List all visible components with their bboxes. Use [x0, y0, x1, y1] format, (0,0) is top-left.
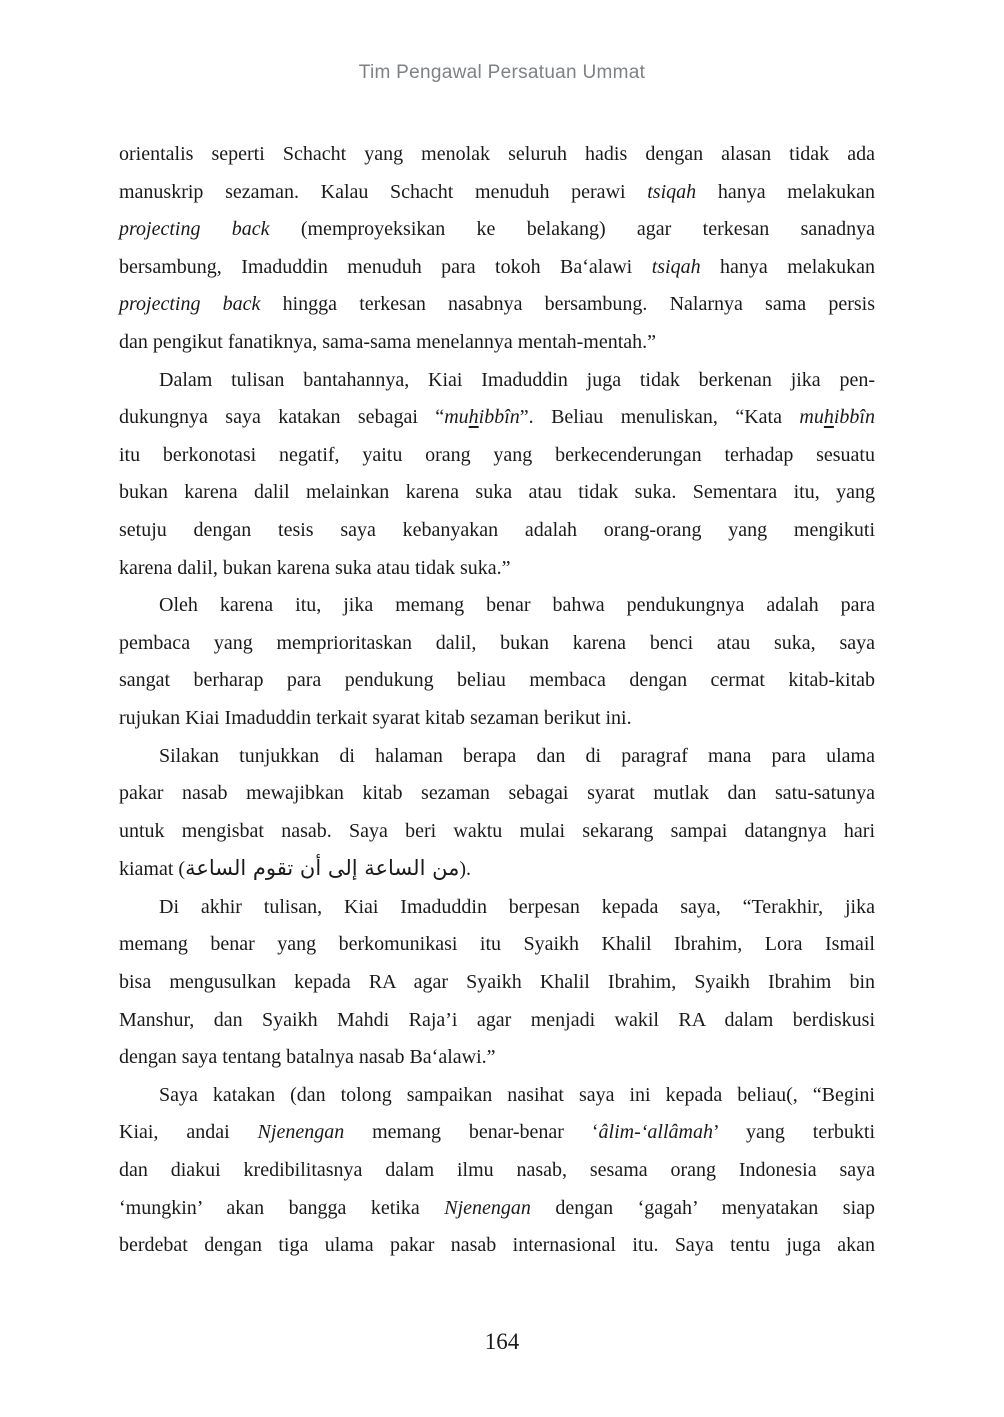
text-line: dengan saya tentang batalnya nasab Ba‘alawi.” [119, 1046, 496, 1069]
text-line: kiamat (من الساعة إلى أن تقوم الساعة). [119, 856, 471, 881]
text-line: projecting back (memproyeksikan ke belakang) agar terkesan sanadnya [119, 218, 875, 241]
text-line: Di akhir tulisan, Kiai Imaduddin berpesan kepada saya, “Terakhir, jika [159, 895, 875, 918]
text-line: projecting back hingga terkesan nasabnya bersambung. Nalarnya sama persis [119, 293, 875, 316]
paragraph [119, 1077, 875, 1265]
text-line: orientalis seperti Schacht yang menolak seluruh hadis dengan alasan tidak ada [119, 143, 875, 165]
text-line: bukan karena dalil melainkan karena suka atau tidak suka. Sementara itu, yang [119, 481, 875, 504]
text-line: dukungnya saya katakan sebagai “muhibbîn”. Beliau menuliskan, “Kata muhibbîn [119, 406, 875, 429]
paragraph [119, 136, 875, 362]
text-line: Kiai, andai Njenengan memang benar-benar ‘âlim-‘allâmah’ yang terbukti [119, 1121, 876, 1144]
text-line: Saya katakan (dan tolong sampaikan nasihat saya ini kepada beliau(, “Begini [159, 1083, 875, 1106]
body-text [119, 136, 875, 1265]
text-line: ‘mungkin’ akan bangga ketika Njenengan dengan ‘gagah’ menyatakan siap [119, 1196, 876, 1219]
paragraph [119, 889, 875, 1077]
text-line: dan pengikut fanatiknya, sama-sama menelannya mentah-mentah.” [119, 330, 657, 353]
text-line: berdebat dengan tiga ulama pakar nasab internasional itu. Saya tentu juga akan [119, 1234, 875, 1257]
text-line: sangat berharap para pendukung beliau membaca dengan cermat kitab-kitab [119, 669, 875, 692]
text-line: Oleh karena itu, jika memang benar bahwa pendukungnya adalah para [159, 594, 875, 617]
arabic-phrase: من الساعة إلى أن تقوم الساعة [185, 856, 460, 881]
text-line: pakar nasab mewajibkan kitab sezaman sebagai syarat mutlak dan satu-satunya [119, 782, 875, 805]
text-line: bisa mengusulkan kepada RA agar Syaikh Khalil Ibrahim, Syaikh Ibrahim bin [119, 971, 875, 994]
page-number: 164 [484, 1329, 520, 1354]
text-line: untuk mengisbat nasab. Saya beri waktu mulai sekarang sampai datangnya hari [119, 819, 875, 842]
text-line: bersambung, Imaduddin menuduh para tokoh Ba‘alawi tsiqah hanya melakukan [119, 255, 876, 278]
text-line: dan diakui kredibilitasnya dalam ilmu nasab, sesama orang Indonesia saya [119, 1159, 875, 1182]
text-line: rujukan Kiai Imaduddin terkait syarat kitab sezaman berikut ini. [119, 706, 632, 729]
text-line: memang benar yang berkomunikasi itu Syaikh Khalil Ibrahim, Lora Ismail [119, 933, 875, 956]
running-header: Tim Pengawal Persatuan Ummat [358, 62, 646, 83]
text-line: itu berkonotasi negatif, yaitu orang yang berkecenderungan terhadap sesuatu [119, 443, 875, 466]
text-line: karena dalil, bukan karena suka atau tidak suka.” [119, 556, 511, 579]
text-line: Dalam tulisan bantahannya, Kiai Imaduddin juga tidak berkenan jika pen- [159, 368, 875, 391]
text-line: manuskrip sezaman. Kalau Schacht menuduh perawi tsiqah hanya melakukan [119, 180, 876, 203]
text-line: pembaca yang memprioritaskan dalil, bukan karena benci atau suka, saya [119, 631, 875, 654]
text-line: setuju dengan tesis saya kebanyakan adalah orang-orang yang mengikuti [119, 518, 875, 541]
paragraph [119, 362, 875, 588]
text-line: Manshur, dan Syaikh Mahdi Raja’i agar menjadi wakil RA dalam berdiskusi [119, 1008, 875, 1031]
text-line: Silakan tunjukkan di halaman berapa dan di paragraf mana para ulama [159, 744, 875, 767]
paragraph [119, 587, 875, 737]
paragraph [119, 738, 875, 889]
